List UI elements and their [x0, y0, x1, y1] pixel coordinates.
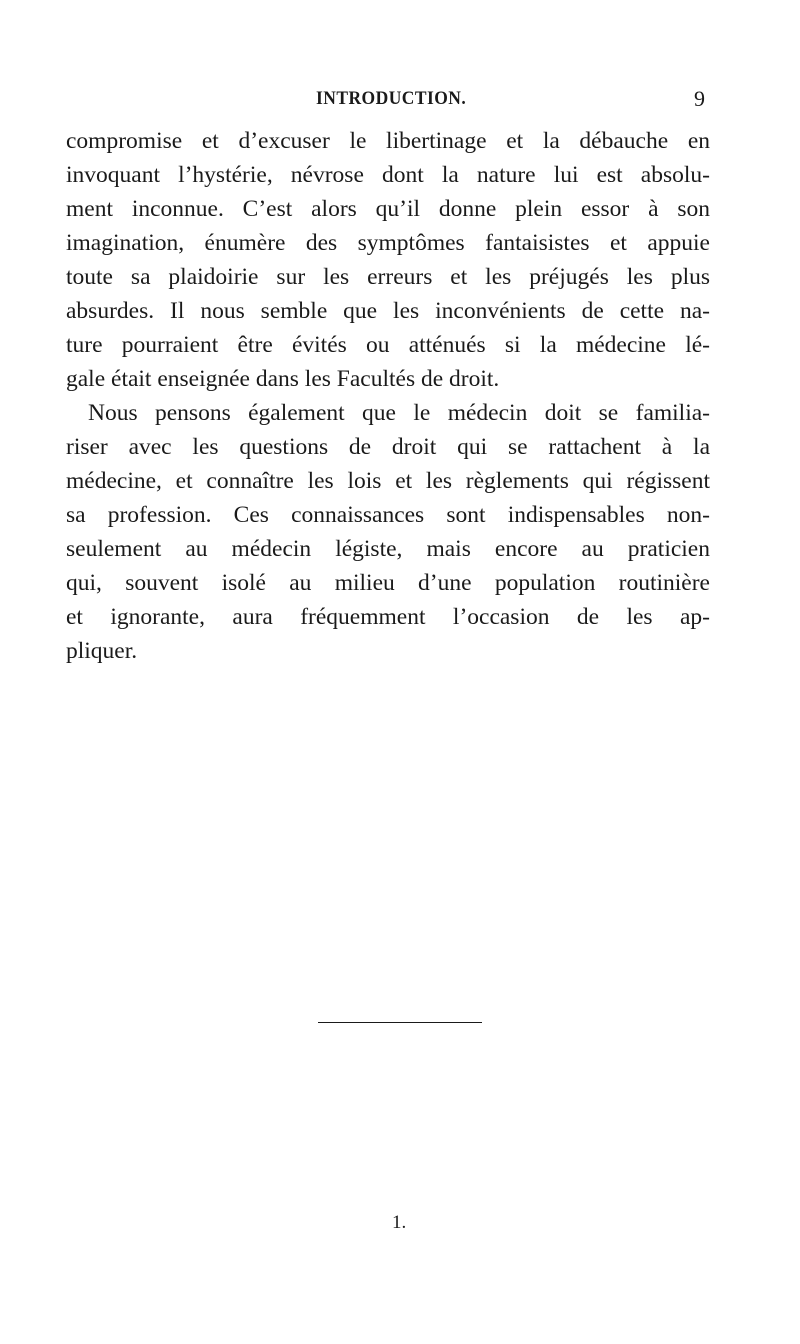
- text-line: imagination, énumère des symptômes fantaisistes et appuie: [66, 230, 710, 256]
- text-line: médecine, et connaître les lois et les règlements qui régissent: [66, 468, 710, 494]
- text-line: riser avec les questions de droit qui se rattachent à la: [66, 434, 710, 460]
- text-line: sa profession. Ces connaissances sont indispensables non-: [66, 502, 710, 528]
- text-line: et ignorante, aura fréquemment l’occasion de les ap-: [66, 604, 710, 630]
- text-line: ment inconnue. C’est alors qu’il donne plein essor à son: [66, 196, 710, 222]
- running-head-title: INTRODUCTION.: [316, 88, 467, 109]
- text-line: toute sa plaidoirie sur les erreurs et les préjugés les plus: [66, 264, 710, 290]
- page-number: 9: [694, 86, 705, 111]
- text-line: absurdes. Il nous semble que les inconvénients de cette na-: [66, 298, 710, 324]
- text-line: Nous pensons également que le médecin doit se familia-: [88, 400, 710, 426]
- section-divider-rule: [318, 1022, 482, 1023]
- text-line: gale était enseignée dans les Facultés de droit.: [66, 366, 500, 392]
- text-line: qui, souvent isolé au milieu d’une population routinière: [66, 570, 710, 596]
- text-line: seulement au médecin légiste, mais encore au praticien: [66, 536, 710, 562]
- text-line: pliquer.: [66, 638, 138, 664]
- text-line: compromise et d’excuser le libertinage et la débauche en: [66, 128, 710, 154]
- signature-mark: 1.: [392, 1212, 407, 1233]
- text-line: invoquant l’hystérie, névrose dont la nature lui est absolu-: [66, 162, 710, 188]
- body-text: [66, 124, 710, 668]
- text-line: ture pourraient être évités ou atténués si la médecine lé-: [66, 332, 710, 358]
